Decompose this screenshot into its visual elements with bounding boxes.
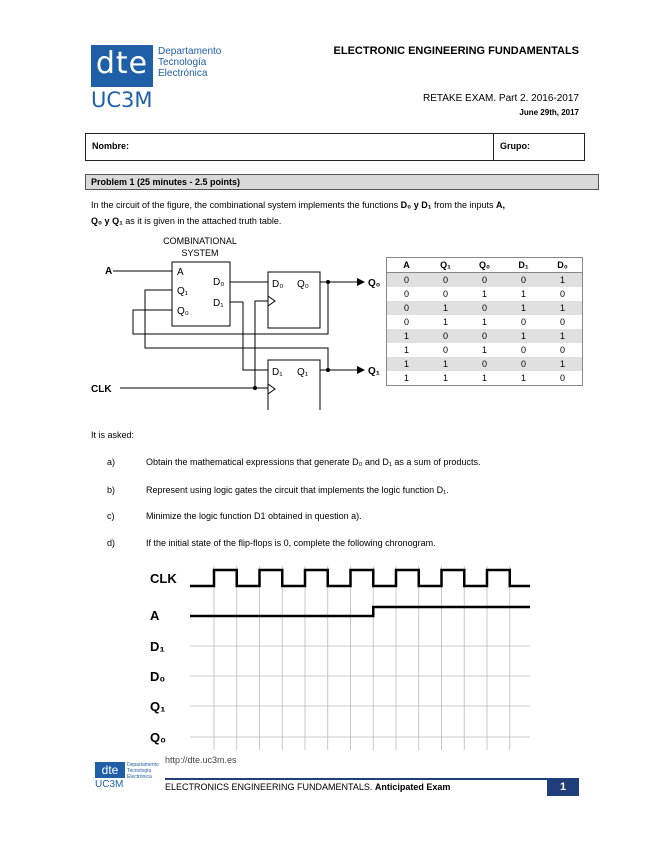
table-header: D₁ xyxy=(504,258,543,273)
table-cell: 1 xyxy=(481,373,487,383)
course-title: ELECTRONIC ENGINEERING FUNDAMENTALS xyxy=(333,45,579,57)
table-row xyxy=(387,357,583,371)
footer-url: http://dte.uc3m.es xyxy=(165,755,237,765)
comb-label: COMBINATIONAL xyxy=(163,236,237,246)
table-cell: 1 xyxy=(426,301,465,315)
table-cell: 1 xyxy=(520,289,526,299)
footer-dept-line: Tecnología xyxy=(127,768,152,774)
table-cell: 1 xyxy=(543,329,583,343)
problem-header xyxy=(85,174,599,190)
table-cell: 1 xyxy=(426,357,465,371)
table-cell: 1 xyxy=(504,301,543,315)
table-cell: 0 xyxy=(559,289,565,299)
table-cell: 0 xyxy=(504,357,543,371)
table-cell: 0 xyxy=(465,301,504,315)
table-cell: 1 xyxy=(481,345,487,355)
table-cell: 1 xyxy=(387,357,427,371)
table-cell: 0 xyxy=(559,373,565,383)
signal-label: D₀ xyxy=(150,669,166,684)
question-letter: b) xyxy=(107,485,116,495)
footer-uc3m-logo: UC3M xyxy=(95,779,124,790)
group-label: Grupo: xyxy=(500,141,530,151)
question-letter: a) xyxy=(107,457,116,467)
table-row xyxy=(387,273,583,288)
footer-dept-line: Electrónica xyxy=(127,774,152,780)
table-cell: 0 xyxy=(465,273,504,288)
table-row xyxy=(387,371,583,386)
intro-text: from the inputs xyxy=(431,200,496,210)
comb-label: SYSTEM xyxy=(181,248,219,258)
a-waveform xyxy=(190,607,530,616)
table-cell: 0 xyxy=(442,345,448,355)
ff1-d-pin: D₁ xyxy=(272,367,283,378)
input-a-label: A xyxy=(105,266,113,277)
table-header: Q₁ xyxy=(426,258,465,273)
question-text: Minimize the logic function D1 obtained in question a). xyxy=(146,511,362,521)
question-letter: c) xyxy=(107,511,115,521)
table-cell: 0 xyxy=(520,345,526,355)
table-cell: 1 xyxy=(543,301,583,315)
table-cell: 0 xyxy=(504,273,543,288)
table-cell: 0 xyxy=(559,345,565,355)
question-letter: d) xyxy=(107,538,116,548)
question-text: Represent using logic gates the circuit that implements the logic function D₁. xyxy=(146,485,449,495)
footer-exam-name: Anticipated Exam xyxy=(374,782,451,792)
table-cell: 1 xyxy=(481,289,487,299)
logo-dept-line: Tecnología xyxy=(158,57,207,68)
chronogram xyxy=(150,560,530,752)
table-row xyxy=(387,301,583,315)
table-cell: 1 xyxy=(442,373,448,383)
name-group-box xyxy=(85,133,585,161)
ff0-d-pin: D₀ xyxy=(272,279,284,290)
intro-inputs: Q₀ y Q₁ xyxy=(91,216,123,226)
pin-d1: D₁ xyxy=(213,298,224,309)
logo-dept-line: Electrónica xyxy=(158,68,208,79)
footer-course-name: ELECTRONICS ENGINEERING FUNDAMENTALS. xyxy=(165,782,373,792)
table-cell: 0 xyxy=(559,317,565,327)
signal-label: D₁ xyxy=(150,639,165,654)
pin-d0: D₀ xyxy=(213,277,225,288)
divider xyxy=(493,134,494,160)
table-cell: 1 xyxy=(520,373,526,383)
table-cell: 0 xyxy=(426,273,465,288)
footer-rule xyxy=(165,778,579,780)
intro-functions: D₀ y D₁ xyxy=(400,200,432,210)
table-row xyxy=(387,287,583,301)
footer-dte-logo: dte xyxy=(95,762,125,778)
name-label: Nombre: xyxy=(92,141,130,151)
clock-triangle-icon xyxy=(268,296,275,306)
table-cell: 1 xyxy=(543,273,583,288)
table-cell: 0 xyxy=(403,317,409,327)
table-cell: 1 xyxy=(504,329,543,343)
table-row xyxy=(387,315,583,329)
footer-logo-department xyxy=(127,762,159,780)
table-cell: 0 xyxy=(387,301,427,315)
logo-department-text xyxy=(158,46,221,79)
question-text: If the initial state of the flip-flops is 0, complete the following chronogram. xyxy=(146,538,436,548)
table-cell: 0 xyxy=(520,317,526,327)
exam-title: RETAKE EXAM. Part 2. 2016-2017 xyxy=(422,93,579,104)
dte-logo: dte xyxy=(91,45,153,87)
signal-label: Q₀ xyxy=(150,730,166,745)
input-clk-label: CLK xyxy=(91,384,112,395)
page-number: 1 xyxy=(547,779,579,796)
question-text: Obtain the mathematical expressions that generate D₀ and D₁ as a sum of products. xyxy=(146,457,481,467)
problem-title: Problem 1 (25 minutes - 2.5 points) xyxy=(91,177,241,187)
table-cell: 0 xyxy=(426,329,465,343)
clk-waveform xyxy=(190,570,530,586)
table-cell: 0 xyxy=(465,329,504,343)
intro-text: In the circuit of the figure, the combinational system implements the functions xyxy=(91,200,401,210)
ff1-q-pin: Q₁ xyxy=(297,367,309,378)
footer-course xyxy=(165,782,450,792)
problem-intro xyxy=(91,197,596,229)
signal-label: A xyxy=(150,608,160,623)
table-cell: 0 xyxy=(442,289,448,299)
exam-date: June 29th, 2017 xyxy=(519,108,579,117)
table-cell: 1 xyxy=(403,373,409,383)
intro-text: as it is given in the attached truth table. xyxy=(122,216,282,226)
table-row xyxy=(387,343,583,357)
ff0-q-pin: Q₀ xyxy=(297,279,309,290)
pin-q1: Q₁ xyxy=(177,286,189,297)
table-cell: 0 xyxy=(403,289,409,299)
uc3m-logo: UC3M xyxy=(91,88,153,112)
table-header: Q₀ xyxy=(465,258,504,273)
table-cell: 0 xyxy=(465,357,504,371)
table-row xyxy=(387,329,583,343)
table-header: D₀ xyxy=(543,258,583,273)
footer-dept-line: Departamento xyxy=(127,762,159,768)
output-q1-label: Q₁ xyxy=(368,366,380,377)
table-cell: 1 xyxy=(387,329,427,343)
intro-input: A, xyxy=(495,200,505,210)
output-q0-label: Q₀ xyxy=(368,278,381,289)
circuit-diagram xyxy=(85,230,385,410)
asked-label: It is asked: xyxy=(91,430,135,440)
table-cell: 1 xyxy=(481,317,487,327)
table-cell: 1 xyxy=(543,357,583,371)
signal-label: CLK xyxy=(150,571,177,586)
table-cell: 1 xyxy=(403,345,409,355)
table-cell: 0 xyxy=(387,273,427,288)
table-header: A xyxy=(387,258,427,273)
table-cell: 1 xyxy=(442,317,448,327)
logo-dept-line: Departamento xyxy=(158,46,222,57)
clock-triangle-icon xyxy=(268,384,275,394)
pin-a: A xyxy=(177,267,184,278)
signal-label: Q₁ xyxy=(150,699,166,714)
truth-table xyxy=(386,257,583,386)
pin-q0: Q₀ xyxy=(177,306,189,317)
